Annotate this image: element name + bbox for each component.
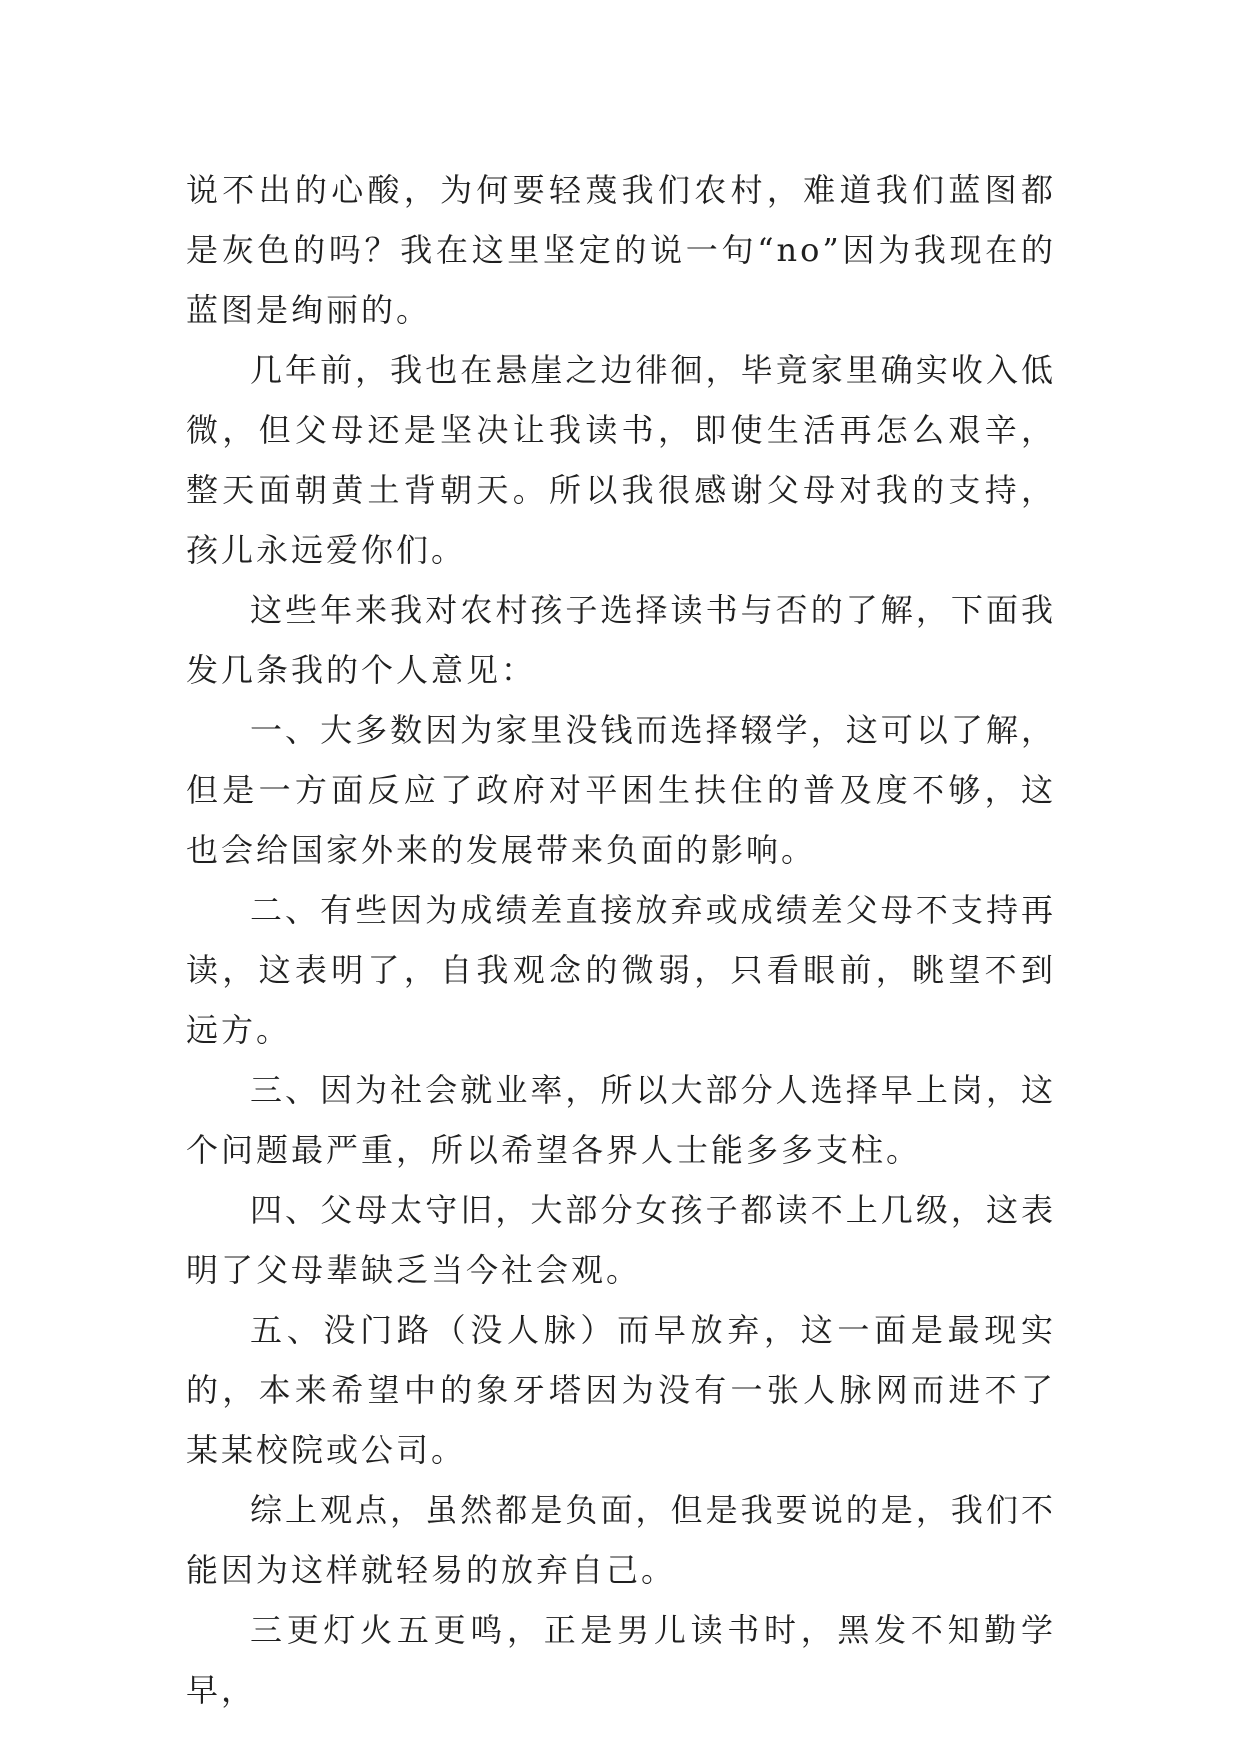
- paragraph-4: 一、大多数因为家里没钱而选择辍学，这可以了解，但是一方面反应了政府对平困生扶住的普及度不够，这也会给国家外来的发展带来负面的影响。: [186, 711, 1056, 869]
- paragraph-10: 三更灯火五更鸣，正是男儿读书时，黑发不知勤学早，: [186, 1611, 1056, 1709]
- paragraph-8: 五、没门路（没人脉）而早放弃，这一面是最现实的，本来希望中的象牙塔因为没有一张人脉网而进不了某某校院或公司。: [186, 1311, 1056, 1469]
- paragraph-6: 三、因为社会就业率，所以大部分人选择早上岗，这个问题最严重，所以希望各界人士能多多支柱。: [186, 1071, 1056, 1169]
- paragraph-2: 几年前，我也在悬崖之边徘徊，毕竟家里确实收入低微，但父母还是坚决让我读书，即使生活再怎么艰辛，整天面朝黄土背朝天。所以我很感谢父母对我的支持，孩儿永远爱你们。: [186, 351, 1056, 569]
- paragraph-3: 这些年来我对农村孩子选择读书与否的了解，下面我发几条我的个人意见：: [186, 591, 1056, 689]
- document-body: [186, 160, 1056, 1720]
- paragraph-7: 四、父母太守旧，大部分女孩子都读不上几级，这表明了父母辈缺乏当今社会观。: [186, 1191, 1056, 1289]
- paragraph-9: 综上观点，虽然都是负面，但是我要说的是，我们不能因为这样就轻易的放弃自己。: [186, 1491, 1056, 1589]
- paragraph-5: 二、有些因为成绩差直接放弃或成绩差父母不支持再读，这表明了，自我观念的微弱，只看眼前，眺望不到远方。: [186, 891, 1056, 1049]
- paragraph-1: 说不出的心酸，为何要轻蔑我们农村，难道我们蓝图都是灰色的吗？我在这里坚定的说一句“no”因为我现在的蓝图是绚丽的。: [186, 171, 1056, 329]
